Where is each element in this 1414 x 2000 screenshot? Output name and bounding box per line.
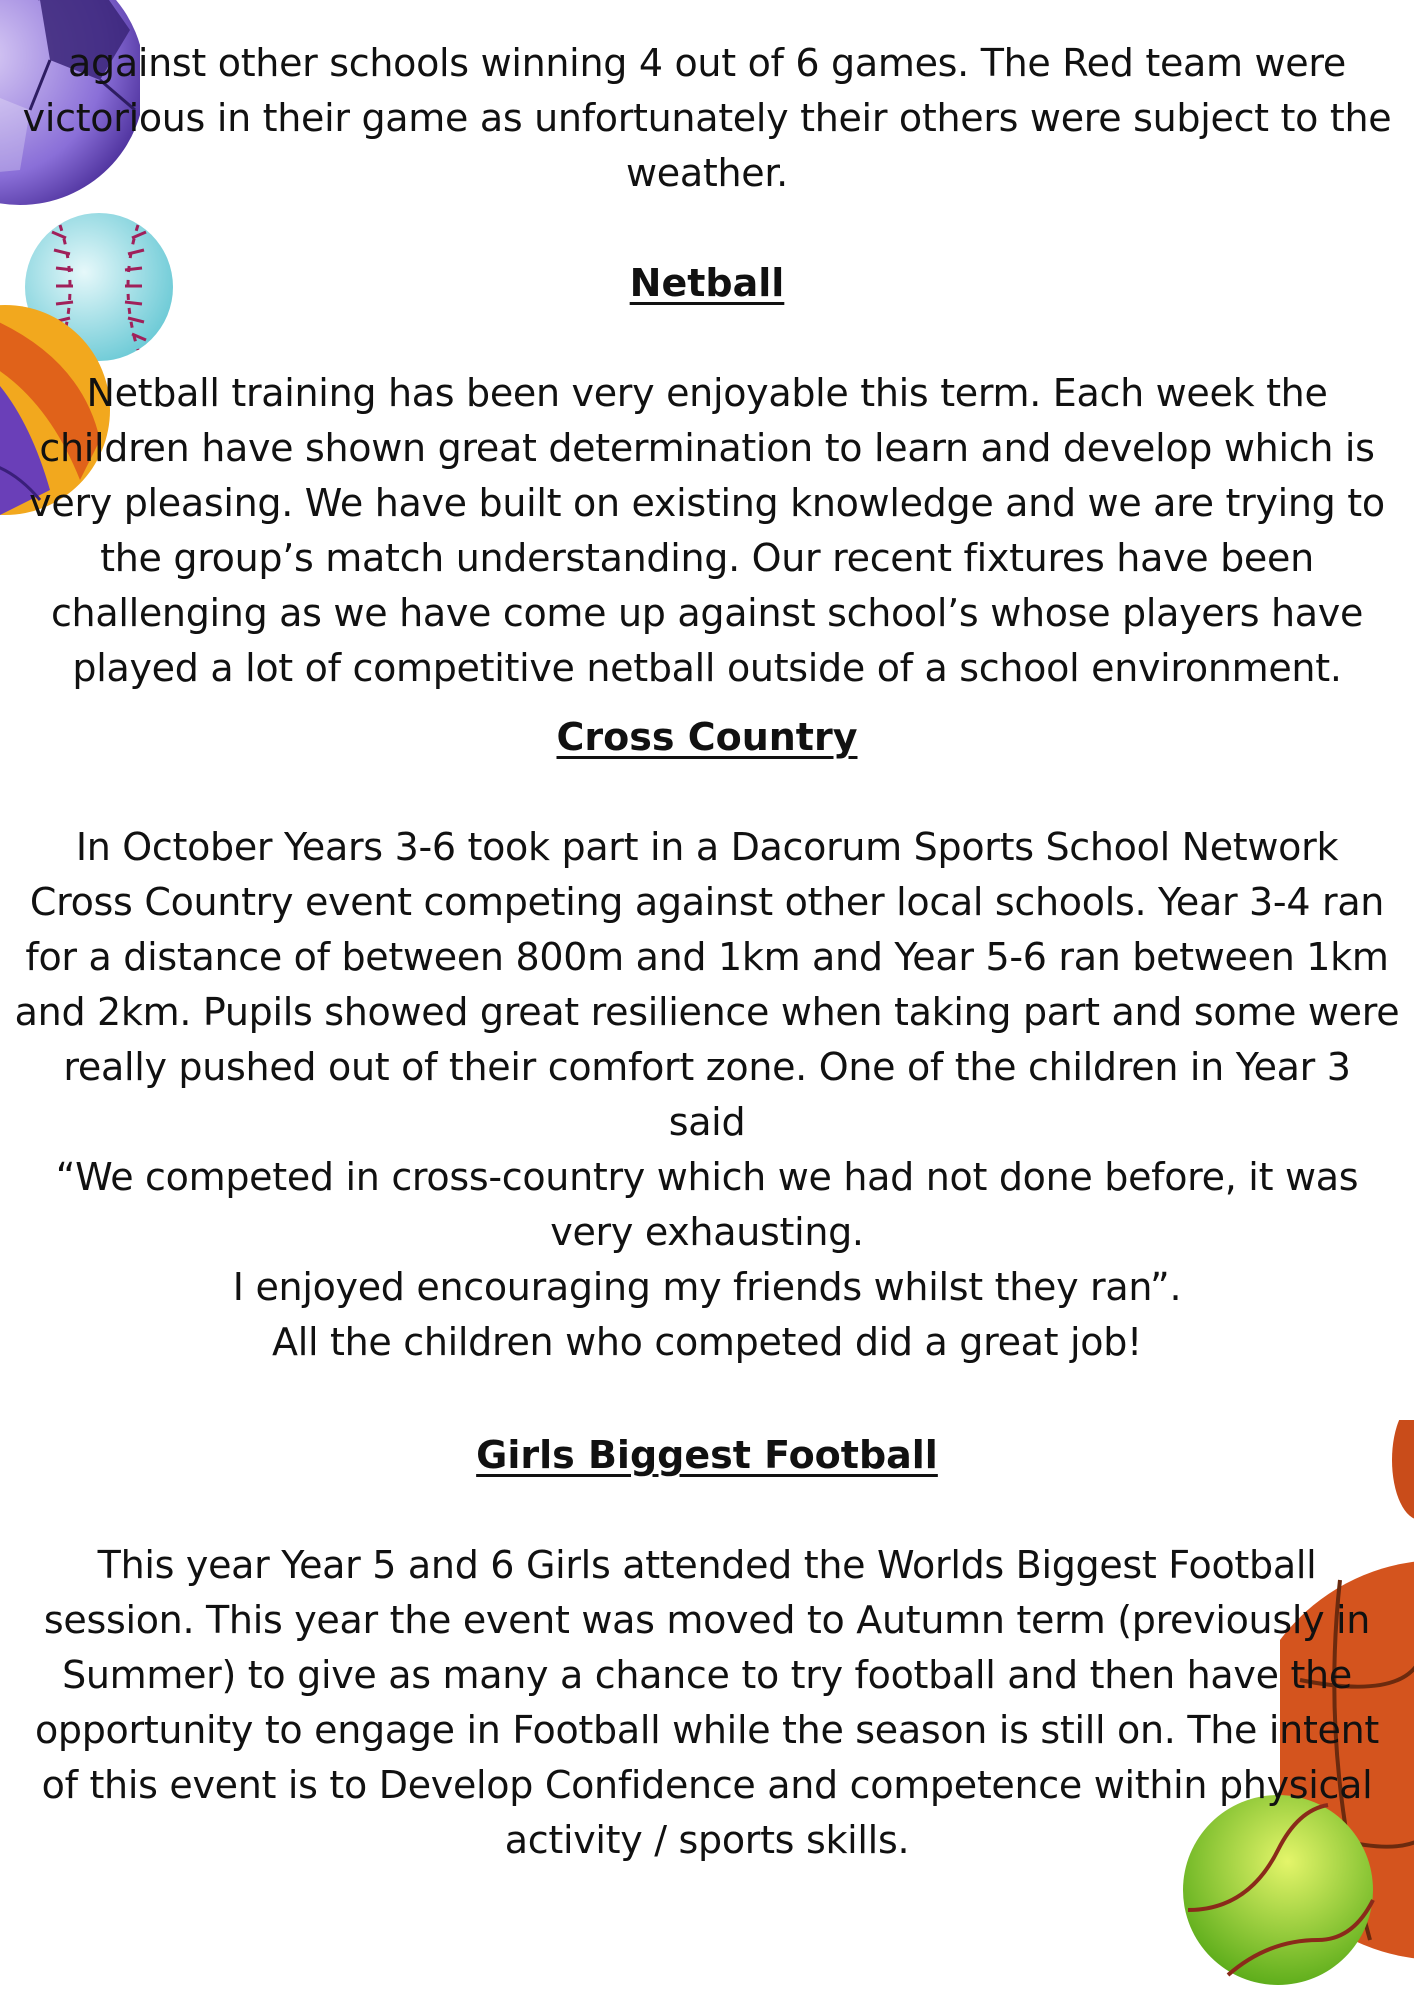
quote-line: I enjoyed encouraging my friends whilst they ran”. (232, 1265, 1182, 1309)
text-line: really pushed out of their comfort zone. One of the children in Year 3 (63, 1045, 1351, 1089)
quote-line: very exhausting. (550, 1210, 864, 1254)
cross-country-paragraph (0, 820, 1414, 1370)
text-line: of this event is to Develop Confidence and competence within physical (41, 1763, 1373, 1807)
football-heading: Girls Biggest Football (476, 1433, 938, 1477)
text-line: for a distance of between 800m and 1km and Year 5-6 ran between 1km (25, 935, 1389, 979)
text-line: Netball training has been very enjoyable this term. Each week the (86, 371, 1328, 415)
football-section (0, 1428, 1414, 1483)
text-line: session. This year the event was moved to Autumn term (previously in (43, 1598, 1371, 1642)
text-line: In October Years 3-6 took part in a Dacorum Sports School Network (75, 825, 1339, 869)
text-line: challenging as we have come up against school’s whose players have (50, 591, 1364, 635)
text-line: Cross Country event competing against other local schools. Year 3-4 ran (29, 880, 1385, 924)
text-line: played a lot of competitive netball outside of a school environment. (72, 646, 1342, 690)
text-line: children have shown great determination to learn and develop which is (39, 426, 1375, 470)
text-line: the group’s match understanding. Our recent fixtures have been (100, 536, 1314, 580)
text-line: Summer) to give as many a chance to try football and then have the (62, 1653, 1352, 1697)
intro-paragraph (0, 36, 1414, 201)
text-line: and 2km. Pupils showed great resilience when taking part and some were (14, 990, 1400, 1034)
netball-heading: Netball (629, 261, 785, 305)
text-line: activity / sports skills. (504, 1818, 910, 1862)
text-line: This year Year 5 and 6 Girls attended the Worlds Biggest Football (97, 1543, 1317, 1587)
text-line: said (668, 1100, 746, 1144)
text-line: against other schools winning 4 out of 6 games. The Red team were (68, 41, 1346, 85)
cross-country-section (0, 710, 1414, 765)
text-line: All the children who competed did a great job! (272, 1320, 1142, 1364)
football-paragraph (0, 1538, 1414, 1868)
netball-section (0, 256, 1414, 311)
quote-line: “We competed in cross-country which we had not done before, it was (55, 1155, 1359, 1199)
text-line: weather. (626, 151, 788, 195)
text-line: very pleasing. We have built on existing knowledge and we are trying to (29, 481, 1385, 525)
text-line: victorious in their game as unfortunately their others were subject to the (22, 96, 1392, 140)
text-line: opportunity to engage in Football while the season is still on. The intent (34, 1708, 1380, 1752)
cross-country-heading: Cross Country (556, 715, 858, 759)
netball-paragraph (0, 366, 1414, 696)
